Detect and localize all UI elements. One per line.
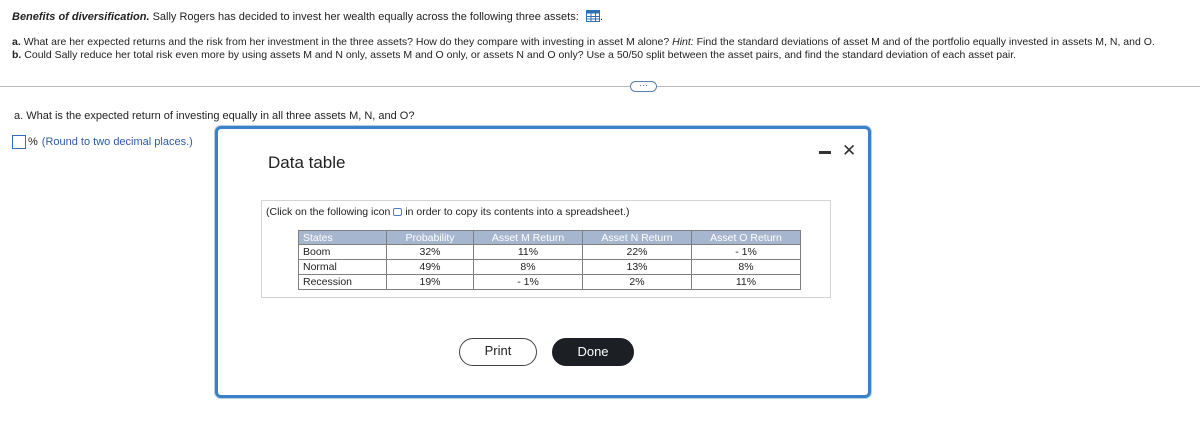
cell-asset-m: - 1% bbox=[474, 275, 583, 290]
problem-title bbox=[12, 10, 1192, 24]
problem-title-bold: Benefits of diversification. bbox=[12, 11, 150, 23]
sub-question: a. What is the expected return of investing equally in all three assets M, N, and O? bbox=[14, 110, 415, 122]
cell-probability: 49% bbox=[387, 260, 474, 275]
cell-state: Recession bbox=[299, 275, 387, 290]
copy-note-after: in order to copy its contents into a spreadsheet.) bbox=[405, 206, 630, 218]
answer-input[interactable] bbox=[12, 135, 26, 149]
part-a-question bbox=[12, 36, 1192, 49]
table-row bbox=[299, 245, 801, 260]
part-a-text: What are her expected returns and the risk from her investment in the three assets? How do they compare with investing in asset M alone? bbox=[23, 36, 670, 48]
header-probability: Probability bbox=[387, 231, 474, 245]
part-b-text: Could Sally reduce her total risk even more by using assets M and N only, assets M and O only, or assets N and O only? Use a 50/50 split between the asset pairs, and find the standard deviation of each asset pair. bbox=[24, 49, 1017, 61]
minimize-icon[interactable] bbox=[819, 151, 831, 154]
cell-state: Normal bbox=[299, 260, 387, 275]
part-b-label: b. bbox=[12, 49, 22, 61]
data-table-panel bbox=[261, 200, 831, 298]
copy-note bbox=[266, 206, 629, 218]
close-icon[interactable]: ✕ bbox=[842, 141, 857, 160]
expand-button[interactable]: ··· bbox=[630, 81, 657, 92]
cell-asset-m: 8% bbox=[474, 260, 583, 275]
header-states: States bbox=[299, 231, 387, 245]
header-asset-o: Asset O Return bbox=[692, 231, 801, 245]
problem-title-text: Sally Rogers has decided to invest her wealth equally across the following three assets: bbox=[152, 11, 579, 23]
cell-asset-n: 13% bbox=[583, 260, 692, 275]
cell-asset-n: 2% bbox=[583, 275, 692, 290]
header-asset-m: Asset M Return bbox=[474, 231, 583, 245]
done-button[interactable]: Done bbox=[552, 338, 634, 366]
copy-note-before: (Click on the following icon bbox=[266, 206, 391, 218]
header-asset-n: Asset N Return bbox=[583, 231, 692, 245]
table-row bbox=[299, 275, 801, 290]
answer-unit: % bbox=[28, 136, 38, 148]
part-a-hint-label: Hint: bbox=[672, 36, 694, 48]
cell-probability: 19% bbox=[387, 275, 474, 290]
part-a-hint-text: Find the standard deviations of asset M and of the portfolio equally invested in assets M, N, and O. bbox=[696, 36, 1155, 48]
table-grid-icon[interactable] bbox=[586, 10, 600, 22]
cell-probability: 32% bbox=[387, 245, 474, 260]
problem-title-end: . bbox=[599, 11, 603, 23]
part-a-label: a. bbox=[12, 36, 21, 48]
answer-note: (Round to two decimal places.) bbox=[41, 136, 193, 148]
cell-asset-o: 8% bbox=[692, 260, 801, 275]
table-header-row bbox=[299, 231, 801, 245]
print-button[interactable]: Print bbox=[459, 338, 537, 366]
section-divider bbox=[0, 86, 1200, 87]
returns-table bbox=[298, 230, 801, 290]
dialog-title: Data table bbox=[268, 153, 346, 172]
cell-asset-n: 22% bbox=[583, 245, 692, 260]
cell-asset-o: - 1% bbox=[692, 245, 801, 260]
problem-statement bbox=[12, 10, 1192, 62]
part-b-question bbox=[12, 49, 1192, 62]
cell-state: Boom bbox=[299, 245, 387, 260]
cell-asset-m: 11% bbox=[474, 245, 583, 260]
answer-row bbox=[12, 135, 193, 149]
cell-asset-o: 11% bbox=[692, 275, 801, 290]
table-row bbox=[299, 260, 801, 275]
copy-icon[interactable] bbox=[393, 208, 402, 216]
data-table-dialog bbox=[215, 126, 871, 398]
